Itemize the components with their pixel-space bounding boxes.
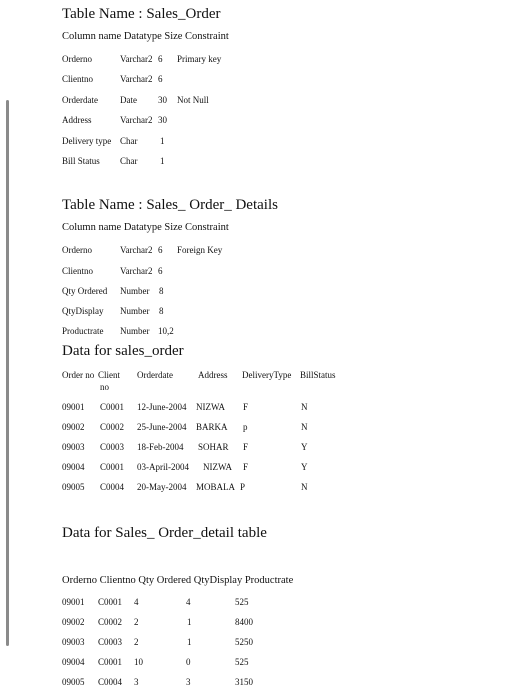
qty-display: 4 — [186, 597, 191, 607]
header-orderno: Order no — [62, 370, 95, 380]
productrate: 525 — [235, 657, 249, 667]
datatype: Varchar2 — [120, 245, 153, 255]
column-name: Productrate — [62, 326, 104, 336]
column-name: QtyDisplay — [62, 306, 104, 316]
clientno: C0001 — [98, 597, 123, 607]
size: 8 — [159, 306, 164, 316]
header-bill-status: BillStatus — [300, 370, 336, 380]
client: C0004 — [100, 482, 125, 492]
column-name: Orderdate — [62, 95, 98, 105]
header-orderdate: Orderdate — [137, 370, 173, 380]
orderdate: 20-May-2004 — [137, 482, 187, 492]
sales-order-detail-data-header: Orderno Clientno Qty Ordered QtyDisplay Productrate — [62, 575, 294, 586]
datatype: Number — [120, 286, 150, 296]
qty-ordered: 10 — [134, 657, 143, 667]
constraint: Foreign Key — [177, 245, 223, 255]
orderno: 09005 — [62, 482, 85, 492]
size: 10,2 — [158, 326, 174, 336]
datatype: Date — [120, 95, 137, 105]
client: C0001 — [100, 402, 125, 412]
datatype: Char — [120, 156, 138, 166]
constraint: Not Null — [177, 95, 209, 105]
column-name: Address — [62, 115, 92, 125]
qty-display: 0 — [186, 657, 191, 667]
orderdate: 25-June-2004 — [137, 422, 187, 432]
address: SOHAR — [198, 442, 229, 452]
datatype: Varchar2 — [120, 74, 153, 84]
size: 6 — [158, 266, 163, 276]
address: NIZWA — [203, 462, 232, 472]
sales-order-detail-data-title: Data for Sales_ Order_detail table — [62, 525, 267, 541]
orderdate: 12-June-2004 — [137, 402, 187, 412]
vertical-scrollbar[interactable] — [6, 100, 9, 646]
orderno: 09002 — [62, 617, 85, 627]
size: 30 — [158, 95, 167, 105]
size: 6 — [158, 54, 163, 64]
column-name: Delivery type — [62, 136, 112, 146]
delivery-type: p — [243, 422, 248, 432]
qty-display: 3 — [186, 677, 191, 687]
bill-status: N — [301, 482, 308, 492]
orderdate: 18-Feb-2004 — [137, 442, 184, 452]
qty-ordered: 3 — [134, 677, 139, 687]
productrate: 525 — [235, 597, 249, 607]
address: NIZWA — [196, 402, 225, 412]
bill-status: Y — [301, 442, 308, 452]
orderno: 09001 — [62, 597, 85, 607]
address: BARKA — [196, 422, 228, 432]
orderno: 09004 — [62, 462, 85, 472]
clientno: C0002 — [98, 617, 123, 627]
sales-order-details-header: Column name Datatype Size Constraint — [62, 222, 229, 233]
datatype: Number — [120, 306, 150, 316]
size: 8 — [159, 286, 164, 296]
size: 6 — [158, 74, 163, 84]
column-name: Orderno — [62, 54, 92, 64]
datatype: Varchar2 — [120, 54, 153, 64]
client: C0001 — [100, 462, 125, 472]
size: 1 — [160, 156, 165, 166]
orderno: 09002 — [62, 422, 85, 432]
size: 1 — [160, 136, 165, 146]
productrate: 5250 — [235, 637, 253, 647]
bill-status: N — [301, 402, 308, 412]
delivery-type: F — [243, 442, 249, 452]
datatype: Number — [120, 326, 150, 336]
header-address: Address — [198, 370, 228, 380]
clientno: C0004 — [98, 677, 123, 687]
size: 6 — [158, 245, 163, 255]
sales-order-header: Column name Datatype Size Constraint — [62, 31, 229, 42]
sales-order-table-title: Table Name : Sales_Order — [62, 6, 221, 22]
sales-order-details-table-title: Table Name : Sales_ Order_ Details — [62, 197, 278, 213]
column-name: Orderno — [62, 245, 92, 255]
productrate: 3150 — [235, 677, 253, 687]
qty-ordered: 4 — [134, 597, 139, 607]
column-name: Clientno — [62, 74, 93, 84]
datatype: Char — [120, 136, 138, 146]
orderno: 09001 — [62, 402, 85, 412]
client: C0003 — [100, 442, 125, 452]
bill-status: N — [301, 422, 308, 432]
header-delivery-type: DeliveryType — [242, 370, 292, 380]
clientno: C0001 — [98, 657, 123, 667]
sales-order-data-title: Data for sales_order — [62, 343, 184, 359]
productrate: 8400 — [235, 617, 253, 627]
orderno: 09003 — [62, 442, 85, 452]
delivery-type: F — [243, 462, 249, 472]
orderno: 09004 — [62, 657, 85, 667]
header-client: Client — [98, 370, 120, 380]
column-name: Bill Status — [62, 156, 100, 166]
client: C0002 — [100, 422, 125, 432]
qty-ordered: 2 — [134, 637, 139, 647]
datatype: Varchar2 — [120, 115, 153, 125]
datatype: Varchar2 — [120, 266, 153, 276]
bill-status: Y — [301, 462, 308, 472]
delivery-type: P — [240, 482, 246, 492]
constraint: Primary key — [177, 54, 222, 64]
column-name: Clientno — [62, 266, 93, 276]
qty-display: 1 — [187, 617, 192, 627]
header-orderno-continued: no — [100, 382, 109, 392]
delivery-type: F — [243, 402, 249, 412]
qty-display: 1 — [187, 637, 192, 647]
orderdate: 03-April-2004 — [137, 462, 189, 472]
address: MOBALA — [196, 482, 236, 492]
orderno: 09003 — [62, 637, 85, 647]
qty-ordered: 2 — [134, 617, 139, 627]
size: 30 — [158, 115, 167, 125]
orderno: 09005 — [62, 677, 85, 687]
column-name: Qty Ordered — [62, 286, 108, 296]
clientno: C0003 — [98, 637, 123, 647]
